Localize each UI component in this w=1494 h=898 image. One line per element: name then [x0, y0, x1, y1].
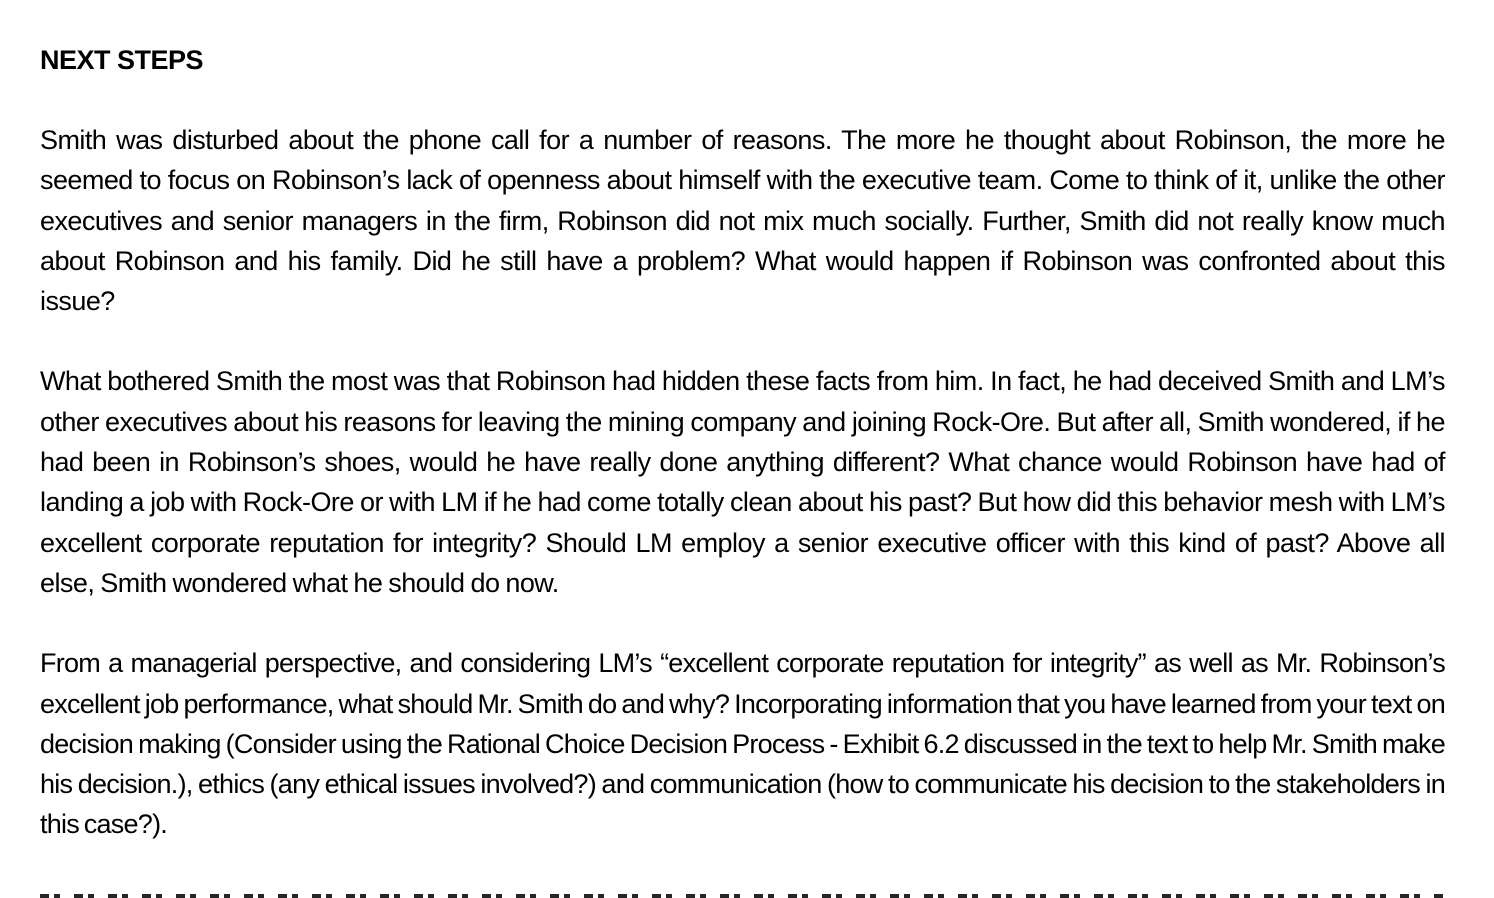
paragraph-phone-call: Smith was disturbed about the phone call for a number of reasons. The more he thought about Robinson, the more he seemed to focus on Robinson’s lack of openness about himself with the executive team. Come to think of it, unlike the other executives and senior managers in the firm, Robinson did not mix much socially. Further, Smith did not really know much about Robinson and his family. Did he still have a problem? What would happen if Robinson was confronted about this issue?: [40, 125, 1445, 317]
paragraph-assignment-question: From a managerial perspective, and considering LM’s “excellent corporate reputation for integrity” as well as Mr. Robinson’s excellent job performance, what should Mr. Smith do and why? Incorporating information that you have learned from your text on decision making (Consider using the Rational Choice Decision Process - Exhibit 6.2 discussed in the text to help Mr. Smith make his decision.), ethics (any ethical issues involved?) and communication (how to communicate his decision to the stakeholders in this case?).: [40, 648, 1445, 840]
document-page: [40, 40, 1445, 885]
section-heading: NEXT STEPS: [40, 45, 204, 75]
cut-off-text-line: [40, 884, 1445, 898]
paragraph-deception: What bothered Smith the most was that Robinson had hidden these facts from him. In fact, he had deceived Smith and LM’s other executives about his reasons for leaving the mining company and joining Rock-Ore. But after all, Smith wondered, if he had been in Robinson’s shoes, would he have really done anything different? What chance would Robinson have had of landing a job with Rock-Ore or with LM if he had come totally clean about his past? But how did this behavior mesh with LM’s excellent corporate reputation for integrity? Should LM employ a senior executive officer with this kind of past? Above all else, Smith wondered what he should do now.: [40, 366, 1445, 598]
cut-off-text-fragment: [40, 894, 1445, 898]
